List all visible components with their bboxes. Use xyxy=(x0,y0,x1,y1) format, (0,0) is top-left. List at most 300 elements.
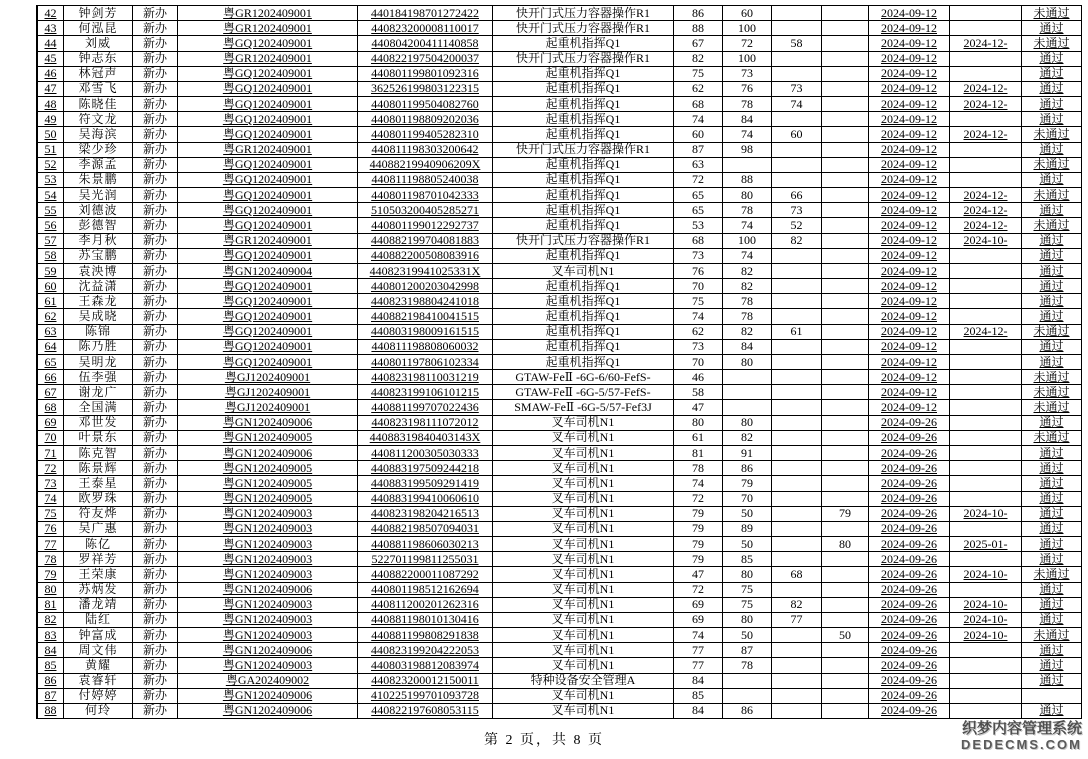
cell-apply-type: 新办 xyxy=(133,218,178,232)
cell-result: 通过 xyxy=(1022,97,1082,111)
cell-exam-subject: SMAW-FeⅡ -6G-5/57-Fef3J xyxy=(493,400,674,414)
cell-score-1: 76 xyxy=(674,264,723,278)
cell-score-2: 75 xyxy=(723,583,772,597)
cell-result: 通过 xyxy=(1022,112,1082,126)
cell-score-1: 85 xyxy=(674,689,723,703)
cell-certificate-number: 粤GR1202409001 xyxy=(178,52,358,66)
cell-id-number: 440822197608053115 xyxy=(358,704,493,718)
cell-id-number: 440883197509244218 xyxy=(358,461,493,475)
cell-id-number: 440811198805240038 xyxy=(358,173,493,187)
cell-score-2 xyxy=(723,400,772,414)
cell-name: 朱景鹏 xyxy=(64,173,133,187)
table-row xyxy=(38,658,1082,673)
cell-result: 通过 xyxy=(1022,309,1082,323)
cell-apply-type: 新办 xyxy=(133,173,178,187)
cell-apply-type: 新办 xyxy=(133,598,178,612)
cell-certificate-number: 粤GN1202409003 xyxy=(178,537,358,551)
cell-score-4 xyxy=(822,492,869,506)
cell-id-number: 440811198808060032 xyxy=(358,340,493,354)
cell-retake-date xyxy=(950,689,1022,703)
cell-score-3 xyxy=(772,416,822,430)
cell-id-number: 440801199012292737 xyxy=(358,218,493,232)
cell-score-2 xyxy=(723,674,772,688)
cell-score-1: 62 xyxy=(674,325,723,339)
cell-exam-subject: 起重机指挥Q1 xyxy=(493,158,674,172)
cell-score-1: 69 xyxy=(674,613,723,627)
cell-score-4 xyxy=(822,249,869,263)
cell-score-3 xyxy=(772,537,822,551)
cell-row-number: 88 xyxy=(38,704,64,718)
cell-exam-subject: 起重机指挥Q1 xyxy=(493,67,674,81)
table-row xyxy=(38,385,1082,400)
cell-retake-date xyxy=(950,370,1022,384)
cell-exam-date: 2024-09-26 xyxy=(869,583,950,597)
cell-score-1: 80 xyxy=(674,416,723,430)
cell-name: 彭德智 xyxy=(64,218,133,232)
cell-id-number: 440804200411140858 xyxy=(358,36,493,50)
cell-retake-date xyxy=(950,309,1022,323)
cell-score-1: 68 xyxy=(674,97,723,111)
cell-certificate-number: 粤GN1202409006 xyxy=(178,689,358,703)
cell-exam-date: 2024-09-12 xyxy=(869,21,950,35)
cell-exam-date: 2024-09-12 xyxy=(869,340,950,354)
cell-exam-subject: 起重机指挥Q1 xyxy=(493,36,674,50)
cell-row-number: 68 xyxy=(38,400,64,414)
cell-score-1: 60 xyxy=(674,127,723,141)
cell-score-3 xyxy=(772,583,822,597)
cell-certificate-number: 粤GQ1202409001 xyxy=(178,36,358,50)
cell-id-number: 44088319840403143X xyxy=(358,431,493,445)
cell-score-4 xyxy=(822,325,869,339)
cell-id-number: 440823199204222053 xyxy=(358,643,493,657)
cell-certificate-number: 粤GN1202409003 xyxy=(178,522,358,536)
cell-retake-date xyxy=(950,674,1022,688)
table-row xyxy=(38,507,1082,522)
cell-score-2: 88 xyxy=(723,173,772,187)
cell-score-4 xyxy=(822,416,869,430)
cell-certificate-number: 粤GQ1202409001 xyxy=(178,127,358,141)
cell-result: 通过 xyxy=(1022,552,1082,566)
cell-apply-type: 新办 xyxy=(133,552,178,566)
cell-score-1: 75 xyxy=(674,67,723,81)
cell-score-3 xyxy=(772,552,822,566)
cell-exam-subject: 起重机指挥Q1 xyxy=(493,127,674,141)
cell-score-4 xyxy=(822,370,869,384)
cell-name: 邓雪飞 xyxy=(64,82,133,96)
table-row xyxy=(38,21,1082,36)
cell-row-number: 62 xyxy=(38,309,64,323)
cell-score-2: 86 xyxy=(723,704,772,718)
cell-certificate-number: 粤GR1202409001 xyxy=(178,143,358,157)
cell-score-2: 79 xyxy=(723,476,772,490)
cell-certificate-number: 粤GQ1202409001 xyxy=(178,355,358,369)
cell-row-number: 63 xyxy=(38,325,64,339)
cell-retake-date xyxy=(950,492,1022,506)
cell-exam-subject: 叉车司机N1 xyxy=(493,522,674,536)
cell-name: 吴海滨 xyxy=(64,127,133,141)
cell-exam-date: 2024-09-12 xyxy=(869,203,950,217)
cell-name: 吴成晓 xyxy=(64,309,133,323)
cell-certificate-number: 粤GN1202409006 xyxy=(178,643,358,657)
cell-exam-subject: 起重机指挥Q1 xyxy=(493,97,674,111)
cell-certificate-number: 粤GN1202409005 xyxy=(178,461,358,475)
cell-row-number: 67 xyxy=(38,385,64,399)
cell-exam-date: 2024-09-26 xyxy=(869,446,950,460)
cell-exam-date: 2024-09-26 xyxy=(869,476,950,490)
cell-id-number: 440811200305030333 xyxy=(358,446,493,460)
cell-score-2: 80 xyxy=(723,355,772,369)
cell-name: 谢龙广 xyxy=(64,385,133,399)
cell-score-1: 68 xyxy=(674,234,723,248)
cell-exam-date: 2024-09-26 xyxy=(869,461,950,475)
table-row xyxy=(38,355,1082,370)
cell-result: 未通过 xyxy=(1022,6,1082,20)
cell-score-2: 82 xyxy=(723,264,772,278)
cell-score-3 xyxy=(772,143,822,157)
cell-retake-date xyxy=(950,173,1022,187)
cell-exam-date: 2024-09-12 xyxy=(869,112,950,126)
cell-retake-date xyxy=(950,476,1022,490)
cell-retake-date xyxy=(950,249,1022,263)
cell-result: 未通过 xyxy=(1022,127,1082,141)
cell-score-3 xyxy=(772,446,822,460)
cell-score-2: 80 xyxy=(723,416,772,430)
cell-name: 钟富成 xyxy=(64,628,133,642)
cell-id-number: 440803198009161515 xyxy=(358,325,493,339)
cell-certificate-number: 粤GQ1202409001 xyxy=(178,294,358,308)
cell-apply-type: 新办 xyxy=(133,522,178,536)
cell-retake-date xyxy=(950,264,1022,278)
cell-id-number: 440823198110031219 xyxy=(358,370,493,384)
cell-exam-date: 2024-09-12 xyxy=(869,294,950,308)
cell-name: 全国满 xyxy=(64,400,133,414)
cell-result: 未通过 xyxy=(1022,628,1082,642)
cell-exam-date: 2024-09-12 xyxy=(869,400,950,414)
cell-retake-date xyxy=(950,552,1022,566)
cell-name: 陈乃胜 xyxy=(64,340,133,354)
cell-exam-date: 2024-09-26 xyxy=(869,628,950,642)
cell-apply-type: 新办 xyxy=(133,385,178,399)
cell-score-1: 70 xyxy=(674,355,723,369)
cell-score-2: 98 xyxy=(723,143,772,157)
cell-retake-date xyxy=(950,461,1022,475)
table-row xyxy=(38,82,1082,97)
cell-score-1: 73 xyxy=(674,340,723,354)
cell-result: 通过 xyxy=(1022,507,1082,521)
cell-result: 未通过 xyxy=(1022,567,1082,581)
cell-id-number: 440823198804241018 xyxy=(358,294,493,308)
cell-retake-date xyxy=(950,355,1022,369)
cell-exam-date: 2024-09-26 xyxy=(869,507,950,521)
cell-apply-type: 新办 xyxy=(133,628,178,642)
table-row xyxy=(38,628,1082,643)
cell-score-3: 82 xyxy=(772,598,822,612)
cell-score-3 xyxy=(772,309,822,323)
cell-score-4 xyxy=(822,598,869,612)
cell-certificate-number: 粤GN1202409003 xyxy=(178,598,358,612)
cell-exam-date: 2024-09-26 xyxy=(869,643,950,657)
cell-score-3: 82 xyxy=(772,234,822,248)
cell-name: 袁睿轩 xyxy=(64,674,133,688)
cell-retake-date xyxy=(950,446,1022,460)
cell-row-number: 87 xyxy=(38,689,64,703)
cell-score-1: 77 xyxy=(674,643,723,657)
cell-score-4 xyxy=(822,264,869,278)
cell-score-2: 60 xyxy=(723,6,772,20)
cell-score-3: 74 xyxy=(772,97,822,111)
cell-score-1: 77 xyxy=(674,658,723,672)
cell-id-number: 440823198111072012 xyxy=(358,416,493,430)
cell-score-2: 74 xyxy=(723,218,772,232)
cell-score-3 xyxy=(772,249,822,263)
cell-certificate-number: 粤GN1202409003 xyxy=(178,567,358,581)
cell-score-4 xyxy=(822,643,869,657)
cell-exam-subject: 叉车司机N1 xyxy=(493,598,674,612)
cell-score-3 xyxy=(772,370,822,384)
cell-score-1: 74 xyxy=(674,476,723,490)
cell-result: 通过 xyxy=(1022,704,1082,718)
cell-id-number: 440801199801092316 xyxy=(358,67,493,81)
cell-result: 通过 xyxy=(1022,143,1082,157)
cell-score-1: 79 xyxy=(674,552,723,566)
exam-results-table xyxy=(36,5,1082,719)
table-row xyxy=(38,52,1082,67)
cell-certificate-number: 粤GQ1202409001 xyxy=(178,67,358,81)
cell-name: 袁泱博 xyxy=(64,264,133,278)
cell-score-2: 78 xyxy=(723,97,772,111)
cell-exam-date: 2024-09-12 xyxy=(869,127,950,141)
cell-name: 钟志东 xyxy=(64,52,133,66)
table-row xyxy=(38,173,1082,188)
table-row xyxy=(38,6,1082,21)
cell-name: 钟剑芳 xyxy=(64,6,133,20)
cell-exam-date: 2024-09-12 xyxy=(869,355,950,369)
cell-row-number: 72 xyxy=(38,461,64,475)
cell-exam-date: 2024-09-26 xyxy=(869,689,950,703)
cell-score-1: 86 xyxy=(674,6,723,20)
cell-row-number: 55 xyxy=(38,203,64,217)
cell-result: 通过 xyxy=(1022,21,1082,35)
cell-score-4 xyxy=(822,309,869,323)
cell-score-3 xyxy=(772,658,822,672)
cell-row-number: 77 xyxy=(38,537,64,551)
cell-score-2: 89 xyxy=(723,522,772,536)
cell-score-4 xyxy=(822,567,869,581)
cell-score-1: 72 xyxy=(674,583,723,597)
cell-exam-date: 2024-09-26 xyxy=(869,567,950,581)
cell-score-3 xyxy=(772,355,822,369)
cell-row-number: 57 xyxy=(38,234,64,248)
cell-retake-date xyxy=(950,52,1022,66)
cell-certificate-number: 粤GQ1202409001 xyxy=(178,173,358,187)
table-row xyxy=(38,234,1082,249)
cell-exam-date: 2024-09-12 xyxy=(869,188,950,202)
cell-retake-date: 2025-01- xyxy=(950,537,1022,551)
cell-apply-type: 新办 xyxy=(133,279,178,293)
cell-exam-date: 2024-09-26 xyxy=(869,658,950,672)
cell-certificate-number: 粤GQ1202409001 xyxy=(178,203,358,217)
cell-apply-type: 新办 xyxy=(133,704,178,718)
cell-score-2: 80 xyxy=(723,613,772,627)
cell-exam-subject: 起重机指挥Q1 xyxy=(493,82,674,96)
cell-score-1: 79 xyxy=(674,537,723,551)
cell-score-4 xyxy=(822,82,869,96)
cell-row-number: 60 xyxy=(38,279,64,293)
cell-score-4 xyxy=(822,158,869,172)
cell-score-4 xyxy=(822,446,869,460)
cell-apply-type: 新办 xyxy=(133,416,178,430)
cell-name: 吴明龙 xyxy=(64,355,133,369)
cell-apply-type: 新办 xyxy=(133,431,178,445)
cell-score-4 xyxy=(822,583,869,597)
cell-score-2: 72 xyxy=(723,36,772,50)
cell-apply-type: 新办 xyxy=(133,674,178,688)
cell-exam-subject: GTAW-FeⅡ -6G-6/60-FefS- xyxy=(493,370,674,384)
table-row xyxy=(38,279,1082,294)
cell-exam-subject: 快开门式压力容器操作R1 xyxy=(493,52,674,66)
cell-result: 通过 xyxy=(1022,537,1082,551)
cell-exam-date: 2024-09-12 xyxy=(869,173,950,187)
table-row xyxy=(38,598,1082,613)
cell-exam-date: 2024-09-12 xyxy=(869,385,950,399)
cell-score-3: 68 xyxy=(772,567,822,581)
cell-retake-date: 2024-10- xyxy=(950,598,1022,612)
cell-score-2: 80 xyxy=(723,188,772,202)
cell-result: 通过 xyxy=(1022,173,1082,187)
cell-score-3 xyxy=(772,158,822,172)
cell-name: 何泓昆 xyxy=(64,21,133,35)
cell-exam-date: 2024-09-26 xyxy=(869,704,950,718)
cell-score-3 xyxy=(772,704,822,718)
cell-exam-date: 2024-09-26 xyxy=(869,522,950,536)
cell-name: 吴光润 xyxy=(64,188,133,202)
cell-apply-type: 新办 xyxy=(133,52,178,66)
cell-retake-date: 2024-10- xyxy=(950,613,1022,627)
cell-id-number: 440882198410041515 xyxy=(358,309,493,323)
cell-score-1: 67 xyxy=(674,36,723,50)
cell-id-number: 362526199803122315 xyxy=(358,82,493,96)
cell-retake-date xyxy=(950,431,1022,445)
table-row xyxy=(38,416,1082,431)
cell-row-number: 43 xyxy=(38,21,64,35)
cell-name: 李月秋 xyxy=(64,234,133,248)
cell-score-2: 100 xyxy=(723,21,772,35)
cell-name: 苏炳发 xyxy=(64,583,133,597)
cell-row-number: 85 xyxy=(38,658,64,672)
cell-exam-subject: 叉车司机N1 xyxy=(493,431,674,445)
cell-name: 刘威 xyxy=(64,36,133,50)
cell-score-1: 47 xyxy=(674,567,723,581)
cell-score-3 xyxy=(772,431,822,445)
cell-certificate-number: 粤GN1202409003 xyxy=(178,658,358,672)
cell-id-number: 440803198812083974 xyxy=(358,658,493,672)
cell-exam-subject: 起重机指挥Q1 xyxy=(493,203,674,217)
cell-name: 罗祥芳 xyxy=(64,552,133,566)
cell-retake-date xyxy=(950,385,1022,399)
cell-score-1: 84 xyxy=(674,704,723,718)
cell-result: 通过 xyxy=(1022,476,1082,490)
cell-id-number: 440881199808291838 xyxy=(358,628,493,642)
cell-score-1: 73 xyxy=(674,249,723,263)
cell-exam-subject: 叉车司机N1 xyxy=(493,537,674,551)
cell-score-1: 72 xyxy=(674,173,723,187)
cell-score-3: 61 xyxy=(772,325,822,339)
cell-exam-date: 2024-09-26 xyxy=(869,431,950,445)
cell-score-4 xyxy=(822,112,869,126)
cell-score-4 xyxy=(822,385,869,399)
cell-certificate-number: 粤GN1202409003 xyxy=(178,628,358,642)
cell-result: 通过 xyxy=(1022,249,1082,263)
cell-exam-subject: 特种设备安全管理A xyxy=(493,674,674,688)
cell-score-4: 80 xyxy=(822,537,869,551)
cell-row-number: 47 xyxy=(38,82,64,96)
cell-id-number: 410225199701093728 xyxy=(358,689,493,703)
cell-apply-type: 新办 xyxy=(133,112,178,126)
cell-score-2: 76 xyxy=(723,82,772,96)
cell-score-2: 78 xyxy=(723,294,772,308)
table-row xyxy=(38,567,1082,582)
cell-id-number: 440882199704081883 xyxy=(358,234,493,248)
cell-result: 通过 xyxy=(1022,598,1082,612)
cell-score-1: 72 xyxy=(674,492,723,506)
cell-score-4 xyxy=(822,461,869,475)
cell-score-4 xyxy=(822,52,869,66)
table-row xyxy=(38,522,1082,537)
cell-result: 通过 xyxy=(1022,52,1082,66)
cell-apply-type: 新办 xyxy=(133,158,178,172)
cell-certificate-number: 粤GQ1202409001 xyxy=(178,309,358,323)
cell-name: 陈晓佳 xyxy=(64,97,133,111)
table-row xyxy=(38,158,1082,173)
cell-row-number: 84 xyxy=(38,643,64,657)
cell-result: 通过 xyxy=(1022,294,1082,308)
cell-score-4 xyxy=(822,355,869,369)
cell-score-4 xyxy=(822,21,869,35)
cell-score-3 xyxy=(772,476,822,490)
cell-score-2 xyxy=(723,385,772,399)
cell-exam-subject: 叉车司机N1 xyxy=(493,476,674,490)
cell-exam-subject: 叉车司机N1 xyxy=(493,628,674,642)
cell-row-number: 70 xyxy=(38,431,64,445)
cell-apply-type: 新办 xyxy=(133,476,178,490)
cell-exam-date: 2024-09-26 xyxy=(869,552,950,566)
cell-exam-subject: 起重机指挥Q1 xyxy=(493,294,674,308)
cell-score-3 xyxy=(772,507,822,521)
cell-score-3 xyxy=(772,689,822,703)
cell-exam-date: 2024-09-26 xyxy=(869,613,950,627)
cell-exam-date: 2024-09-12 xyxy=(869,264,950,278)
cell-row-number: 75 xyxy=(38,507,64,521)
cell-certificate-number: 粤GN1202409005 xyxy=(178,476,358,490)
cell-row-number: 61 xyxy=(38,294,64,308)
cell-certificate-number: 粤GN1202409006 xyxy=(178,416,358,430)
cell-exam-subject: 起重机指挥Q1 xyxy=(493,279,674,293)
cell-score-1: 65 xyxy=(674,188,723,202)
cell-id-number: 44082319941025331X xyxy=(358,264,493,278)
cell-apply-type: 新办 xyxy=(133,234,178,248)
cell-exam-subject: 起重机指挥Q1 xyxy=(493,325,674,339)
cell-score-3 xyxy=(772,674,822,688)
cell-id-number: 440881199707022436 xyxy=(358,400,493,414)
table-row xyxy=(38,583,1082,598)
cell-exam-date: 2024-09-12 xyxy=(869,325,950,339)
cell-apply-type: 新办 xyxy=(133,658,178,672)
cell-id-number: 440801198809202036 xyxy=(358,112,493,126)
cell-score-4 xyxy=(822,674,869,688)
cell-certificate-number: 粤GN1202409003 xyxy=(178,507,358,521)
cell-id-number: 44088219940906209X xyxy=(358,158,493,172)
cell-certificate-number: 粤GN1202409005 xyxy=(178,431,358,445)
